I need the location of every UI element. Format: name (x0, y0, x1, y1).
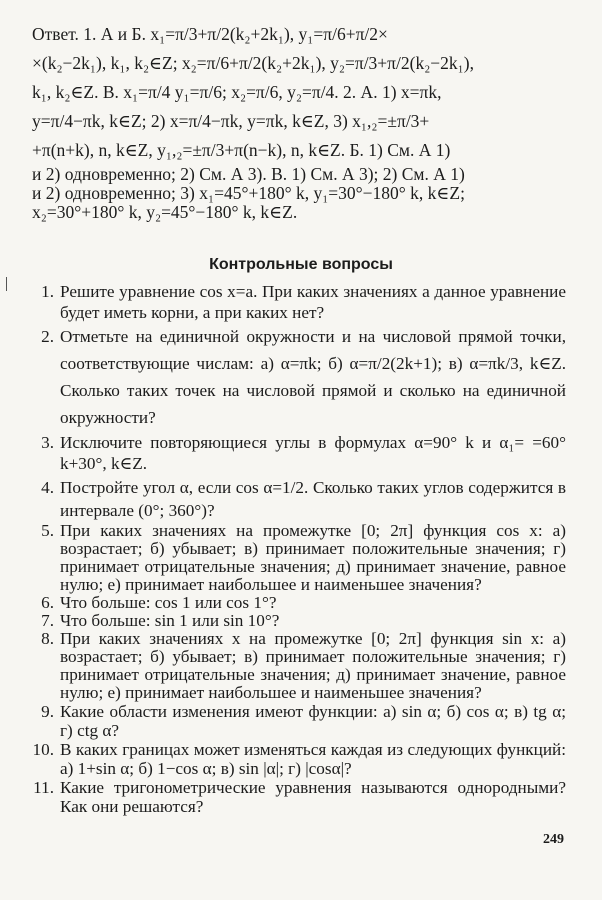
answer-line: и 2) одновременно; 2) См. А 3). В. 1) См. А 3); 2) См. А 1) (32, 164, 465, 184)
question-number: 1. (41, 282, 54, 301)
answer-line: y=π/4−πk, k∈Z; 2) x=π/4−πk, y=πk, k∈Z, 3) x₁,₂=±π/3+ (32, 111, 430, 131)
question-number: 5. (41, 521, 54, 540)
question-text: При каких значениях на промежутке [0; 2π] функция cos x: а) возрастает; б) убывает; в) принимает положительные значения; г) принимает отрицательные значения; д) принимает значение, равное нулю; е) принимает наибольшее и наименьшее значения? (60, 521, 566, 594)
answer-line: k₁, k₂∈Z. В. x₁=π/4 y₁=π/6; x₂=π/6, y₂=π/4. 2. А. 1) x=πk, (32, 82, 442, 102)
question-text: При каких значениях x на промежутке [0; 2π] функция sin x: а) возрастает; б) убывает; в) принимает положительные значения; г) принимает отрицательные значения; д) принимает значение, равное нулю; е) принимает наибольшее и наименьшее значения? (60, 629, 566, 702)
answer-line: +π(n+k), n, k∈Z, y₁,₂=±π/3+π(n−k), n, k∈Z. Б. 1) См. А 1) (32, 140, 451, 160)
question-item (32, 476, 566, 522)
question-number: 7. (41, 611, 54, 630)
question-text: Какие тригонометрические уравнения называются однородными? Как они решаются? (60, 778, 566, 816)
answer-block (32, 20, 566, 222)
question-item (32, 594, 566, 612)
question-item (32, 612, 566, 630)
question-number: 9. (41, 702, 54, 721)
question-text: Решите уравнение cos x=a. При каких значениях a данное уравнение будет иметь корни, а при каких нет? (60, 282, 566, 322)
answer-line: Ответ. 1. А и Б. x₁=π/3+π/2(k₂+2k₁), y₁=π/6+π/2× (32, 24, 388, 44)
question-item (32, 702, 566, 740)
answer-line: и 2) одновременно; 3) x₁=45°+180° k, y₁=30°−180° k, k∈Z; (32, 183, 465, 203)
question-number: 11. (33, 778, 54, 797)
question-number: 3. (41, 433, 54, 452)
question-text: Какие области изменения имеют функции: а) sin α; б) cos α; в) tg α; г) ctg α? (60, 702, 566, 740)
answer-line: ×(k₂−2k₁), k₁, k₂∈Z; x₂=π/6+π/2(k₂+2k₁), y₂=π/3+π/2(k₂−2k₁), (32, 53, 474, 73)
question-item (32, 630, 566, 702)
section-title: Контрольные вопросы (209, 256, 393, 273)
question-text: Что больше: sin 1 или sin 10°? (60, 611, 280, 630)
question-number: 4. (41, 478, 54, 497)
question-number: 6. (41, 593, 54, 612)
question-text: В каких границах может изменяться каждая из следующих функций: а) 1+sin α; б) 1−cos α; в) sin |α|; г) |cosα|? (60, 740, 566, 778)
question-item (32, 323, 566, 431)
page-number: 249 (543, 832, 564, 847)
question-number: 10. (32, 740, 54, 759)
question-item (32, 740, 566, 778)
question-item (32, 433, 566, 474)
margin-mark (6, 277, 7, 291)
question-item (32, 778, 566, 816)
question-text: Отметьте на единичной окружности и на числовой прямой точки, соответствующие числам: а) α=πk; б) α=π/2(2k+1); в) α=πk/3, k∈Z. Сколько таких точек на числовой прямой и сколько на единичной окружности? (60, 327, 566, 427)
question-item (32, 282, 566, 323)
answer-line: x₂=30°+180° k, y₂=45°−180° k, k∈Z. (32, 202, 298, 222)
question-text: Исключите повторяющиеся углы в формулах α=90° k и α₁= =60° k+30°, k∈Z. (60, 433, 566, 473)
question-number: 2. (41, 327, 54, 346)
question-number: 8. (41, 629, 54, 648)
questions-list (32, 282, 566, 816)
question-item (32, 522, 566, 594)
question-text: Что больше: cos 1 или cos 1°? (60, 593, 277, 612)
question-text: Постройте угол α, если cos α=1/2. Сколько таких углов содержится в интервале (0°; 360°)? (60, 478, 566, 520)
